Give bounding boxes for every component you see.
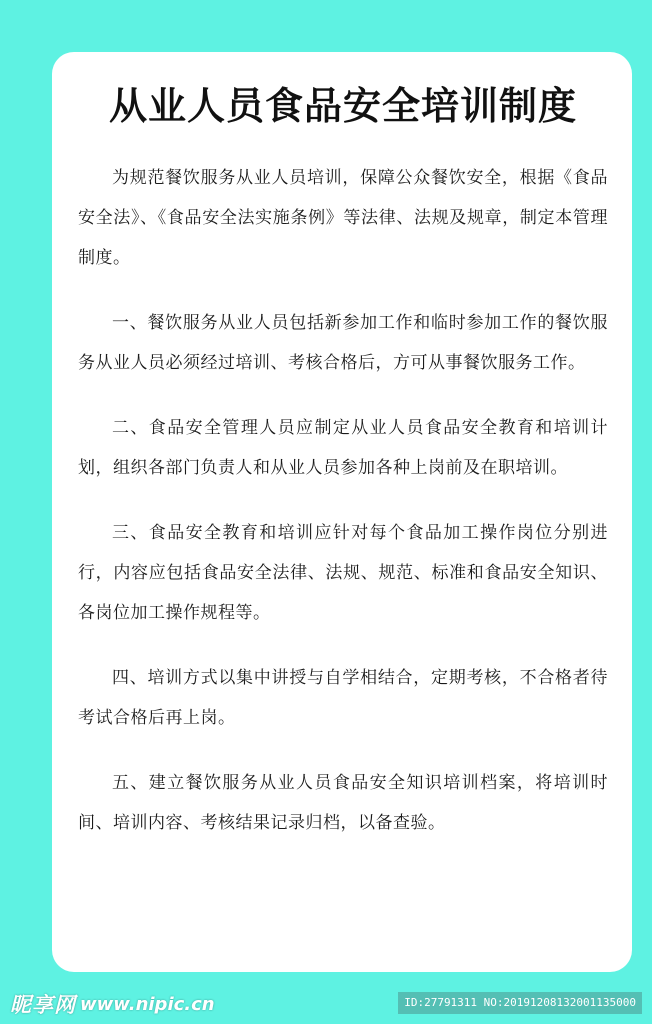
document-body	[78, 158, 608, 843]
paragraph-intro: 为规范餐饮服务从业人员培训，保障公众餐饮安全，根据《食品安全法》、《食品安全法实施条例》等法律、法规及规章，制定本管理制度。	[78, 168, 608, 268]
document-title: 从业人员食品安全培训制度	[108, 84, 577, 128]
watermark-logo	[10, 990, 215, 1018]
paragraph-rule-5: 五、建立餐饮服务从业人员食品安全知识培训档案，将培训时间、培训内容、考核结果记录归档，以备查验。	[78, 773, 608, 833]
paragraph-rule-2: 二、食品安全管理人员应制定从业人员食品安全教育和培训计划，组织各部门负责人和从业人员参加各种上岗前及在职培训。	[78, 418, 608, 478]
watermark-id: ID:27791311 NO:20191208132001135000	[398, 992, 642, 1014]
paragraph-rule-3: 三、食品安全教育和培训应针对每个食品加工操作岗位分别进行，内容应包括食品安全法律、法规、规范、标准和食品安全知识、各岗位加工操作规程等。	[78, 523, 608, 623]
paragraph-rule-4: 四、培训方式以集中讲授与自学相结合，定期考核，不合格者待考试合格后再上岗。	[78, 668, 608, 728]
watermark-brand: 昵享网	[10, 993, 76, 1017]
watermark-url: www.nipic.cn	[80, 993, 215, 1015]
paragraph-rule-1: 一、餐饮服务从业人员包括新参加工作和临时参加工作的餐饮服务从业人员必须经过培训、考核合格后，方可从事餐饮服务工作。	[78, 313, 608, 373]
document-card	[52, 52, 632, 972]
